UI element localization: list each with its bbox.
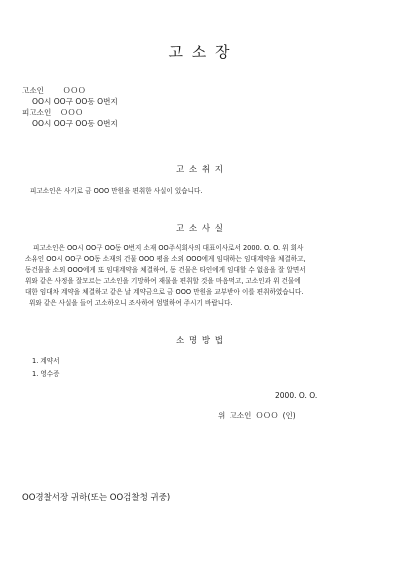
facts-line: 동건물을 소외 OOO에게 또 임대계약을 체결하여, 동 건물은 타인에게 임대할 수 없음을 잘 알면서 [25, 266, 306, 274]
evidence-item: 1. 영수증 [32, 370, 60, 378]
evidence-list [32, 355, 60, 381]
signature-line: 위 고소인 ＯＯＯ (인) [218, 411, 296, 420]
facts-closing: 위와 같은 사실을 들어 고소하오니 조사하여 엄벌하여 주시기 바랍니다. [29, 299, 233, 307]
evidence-heading: 소 명 방 법 [176, 336, 224, 346]
complainant-label: 고소인 [22, 86, 45, 95]
facts-line: 위와 같은 사정을 잘모르는 고소인을 기망하여 재물을 편취할 것을 마음먹고, 고소인과 위 건물에 [25, 277, 301, 285]
facts-paragraph [25, 243, 372, 309]
complainant-name: ＯＯＯ [62, 86, 86, 95]
recipient-line: OO경찰서장 귀하(또는 OO검찰청 귀중) [22, 493, 171, 503]
accused-name: ＯＯＯ [60, 108, 83, 117]
accused-address: OO시 OO구 OO동 O번지 [32, 119, 118, 128]
document-date: 2000. O. O. [275, 391, 318, 400]
purpose-heading: 고 소 취 지 [176, 165, 224, 175]
document-title: 고 소 장 [168, 43, 232, 61]
accused-label: 피고소인 [22, 108, 52, 117]
facts-line: 소유인 OO시 OO구 OO동 소재의 건물 OOO 평을 소외 OOO에게 임대하는 임대계약을 체결하고, [25, 255, 306, 263]
complainant-address: OO시 OO구 OO동 O번지 [32, 97, 118, 106]
evidence-item: 1. 계약서 [32, 357, 60, 365]
facts-line: 대한 임대차 계약을 체결하고 같은 날 계약금으로 금 OOO 만원을 교부받아 이를 편취하였습니다. [25, 288, 304, 296]
purpose-text: 피고소인은 사기로 금 OOO 만원을 편취한 사실이 있습니다. [30, 187, 203, 195]
accused-line [22, 107, 83, 118]
facts-heading: 고 소 사 실 [176, 224, 224, 234]
complainant-line [22, 85, 86, 96]
facts-line: 피고소인은 OO시 OO구 OO동 O번지 소재 OO주식회사의 대표이사로서 2000. O. O. 위 회사 [33, 244, 304, 252]
